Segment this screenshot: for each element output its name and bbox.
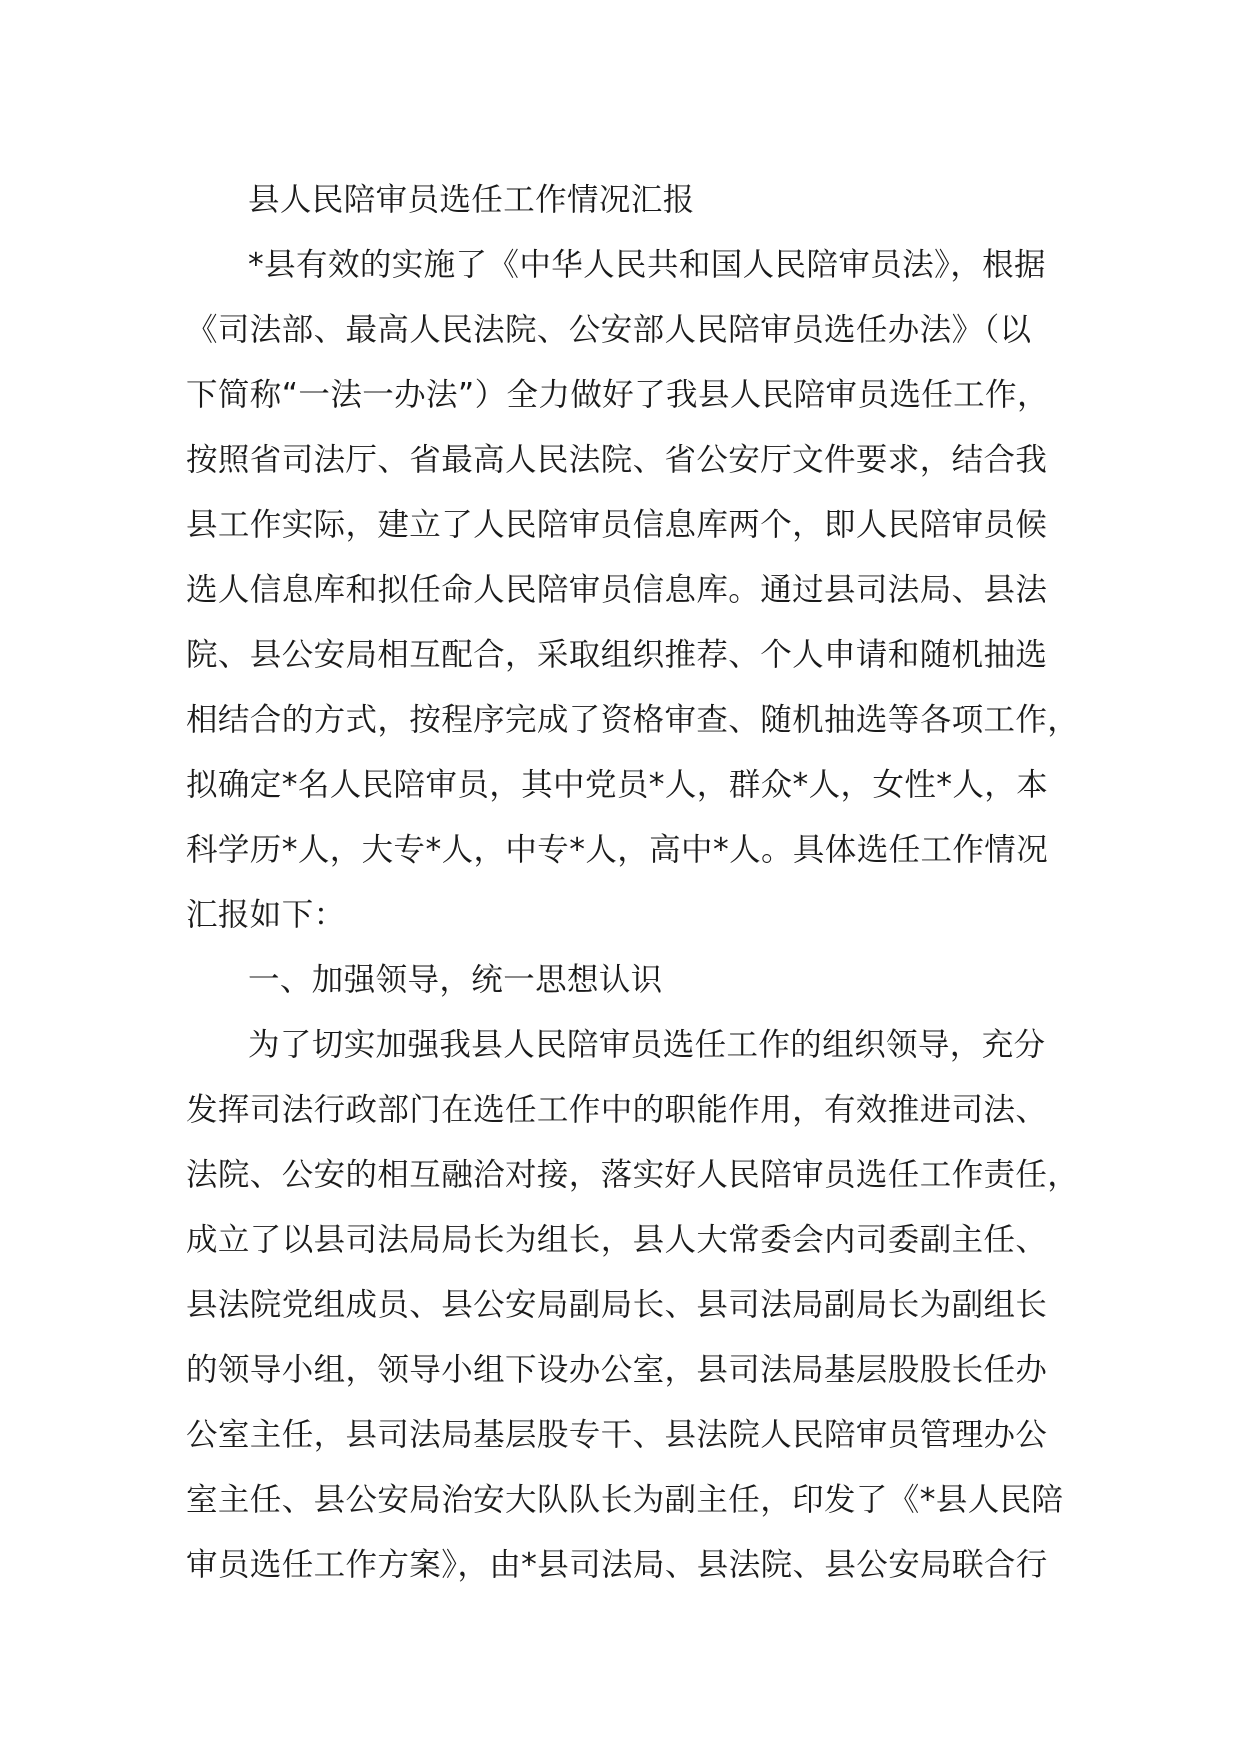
- paragraph-1-line: 汇报如下：: [186, 897, 346, 933]
- paragraph-1-line: 县工作实际，建立了人民陪审员信息库两个，即人民陪审员候: [186, 507, 1048, 543]
- paragraph-2-line: 审员选任工作方案》，由*县司法局、县法院、县公安局联合行: [186, 1547, 1048, 1583]
- paragraph-1-line: 拟确定*名人民陪审员，其中党员*人，群众*人，女性*人，本: [186, 767, 1049, 803]
- paragraph-1-line: 选人信息库和拟任命人民陪审员信息库。通过县司法局、县法: [186, 572, 1048, 608]
- paragraph-2-line: 室主任、县公安局治安大队队长为副主任，印发了《*县人民陪: [186, 1482, 1064, 1518]
- paragraph-2-line: 县法院党组成员、县公安局副局长、县司法局副局长为副组长: [186, 1287, 1048, 1323]
- paragraph-1-line: 按照省司法厅、省最高人民法院、省公安厅文件要求，结合我: [186, 442, 1048, 478]
- paragraph-2-line: 发挥司法行政部门在选任工作中的职能作用，有效推进司法、: [186, 1092, 1048, 1128]
- paragraph-1-line: 科学历*人，大专*人，中专*人，高中*人。具体选任工作情况: [186, 832, 1049, 868]
- section-1-heading: 一、加强领导，统一思想认识: [248, 962, 663, 998]
- paragraph-1-line: 下简称“一法一办法”）全力做好了我县人民陪审员选任工作，: [186, 377, 1049, 413]
- paragraph-1-line: *县有效的实施了《中华人民共和国人民陪审员法》，根据: [248, 247, 1046, 283]
- paragraph-1-line: 相结合的方式，按程序完成了资格审查、随机抽选等各项工作，: [186, 702, 1080, 738]
- paragraph-1-line: 院、县公安局相互配合，采取组织推荐、个人申请和随机抽选: [186, 637, 1048, 673]
- paragraph-2-line: 为了切实加强我县人民陪审员选任工作的组织领导，充分: [248, 1027, 1046, 1063]
- paragraph-2-line: 成立了以县司法局局长为组长，县人大常委会内司委副主任、: [186, 1222, 1048, 1258]
- document-title: 县人民陪审员选任工作情况汇报: [248, 182, 695, 218]
- paragraph-1-line: 《司法部、最高人民法院、公安部人民陪审员选任办法》（以: [186, 312, 1032, 348]
- paragraph-2-line: 法院、公安的相互融洽对接，落实好人民陪审员选任工作责任，: [186, 1157, 1080, 1193]
- paragraph-2-line: 公室主任，县司法局基层股专干、县法院人民陪审员管理办公: [186, 1417, 1048, 1453]
- document-body: [186, 168, 1086, 1598]
- paragraph-2-line: 的领导小组，领导小组下设办公室，县司法局基层股股长任办: [186, 1352, 1048, 1388]
